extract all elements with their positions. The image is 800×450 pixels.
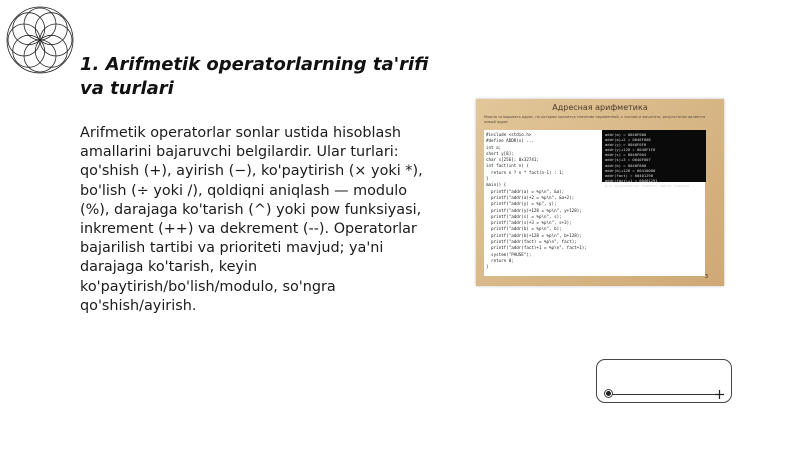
code-line: char s[256]; 0x32741; xyxy=(486,157,539,163)
console-line: addr(y) = 0040F0F0 xyxy=(605,142,647,148)
console-line: addr(y)+128 = 0040F1F0 xyxy=(605,147,656,153)
seek-knob[interactable] xyxy=(605,390,612,397)
code-line: system("PAUSE"); xyxy=(486,251,532,257)
code-line: } xyxy=(486,264,489,270)
code-line: printf("addr(b)+128 = %p\n", b+128); xyxy=(486,232,582,238)
code-line: } xyxy=(486,176,489,182)
code-line: printf("addr(y) = %p", y); xyxy=(486,201,557,207)
code-line: int fact(int n) { xyxy=(486,163,529,169)
code-line: printf("addr(b) = %p\n", b); xyxy=(486,226,562,232)
plus-icon[interactable] xyxy=(714,389,725,400)
embedded-slide-page-number: 3 xyxy=(704,274,708,280)
code-line: int a; xyxy=(486,144,502,150)
code-line: printf("addr(a) = %p\n", &a); xyxy=(486,188,565,194)
seek-track[interactable] xyxy=(608,394,720,395)
console-line: addr(a)+2 = 0040F008 xyxy=(605,137,651,143)
code-line: short y[8]; xyxy=(486,150,514,156)
console-line: addr(b)+128 = 00410000 xyxy=(605,167,656,173)
console-line: addr(s) = 0040F004 xyxy=(605,152,647,158)
circle-ornament-icon xyxy=(4,4,76,76)
console-line: addr(fact) = 00401290 xyxy=(605,172,654,178)
console-line: Для продолжения нажмите любую клавишу . . . xyxy=(605,182,704,188)
code-listing xyxy=(486,132,587,271)
embedded-slide-title: Адресная арифметика xyxy=(552,103,648,112)
code-line: #define ADDR(x) ... xyxy=(486,138,534,144)
embedded-slide-image xyxy=(476,99,724,286)
console-line: addr(s)+3 = 0040F007 xyxy=(605,157,651,163)
slide-body-text: Arifmetik operatorlar sonlar ustida hisoblash amallarini bajaruvchi belgilardir. Ular turlari: qo'shish (+), ayirish (−), ko'paytirish (× yoki *), bo'lish (÷ yoki /), qoldiqni aniqlash — modulo (%), darajaga ko'tarish (^) yoki pow funksiyasi, inkrement (++) va dekrement (--). Operatorlar bajarilish tartibi va prioriteti mavjud; ya'ni darajaga ko'tarish, keyin ko'paytirish/bo'lish/modulo, so'ngra qo'shish/ayirish. xyxy=(80,125,423,314)
code-line: printf("addr(y)+128 = %p\n", y+128); xyxy=(486,207,582,213)
code-line: printf("addr(fact)+1 = %p\n", fact+1); xyxy=(486,245,587,251)
console-output xyxy=(602,130,706,188)
console-line: addr(b) = 0040F800 xyxy=(605,162,647,168)
code-line: #include <stdio.h> xyxy=(486,132,532,137)
code-line: return n ? n * fact(n-1) : 1; xyxy=(486,169,565,175)
code-line: printf("addr(a)+2 = %p\n", &a+2); xyxy=(486,194,575,200)
console-line: addr(fact)+1 = 00401291 xyxy=(605,177,658,183)
slide-title: 1. Arifmetik operatorlarning ta'rifi va turlari xyxy=(80,54,429,99)
media-player[interactable] xyxy=(596,359,732,403)
code-line: return 0; xyxy=(486,257,514,263)
embedded-slide-subtitle: Можно складывать адрес, на котором хранится значение переменной, с числом и вычитать; результатом является новый адрес xyxy=(484,115,706,124)
code-line: printf("addr(s)+3 = %p\n", s+3); xyxy=(486,220,572,226)
code-line: printf("addr(fact) = %p\n", fact); xyxy=(486,239,577,245)
console-line: addr(a) = 0040F000 xyxy=(605,132,647,137)
code-line: printf("addr(s) = %p\n", s); xyxy=(486,213,562,219)
code-screenshot xyxy=(484,130,705,276)
code-line: main() { xyxy=(486,182,507,188)
console-listing xyxy=(605,132,703,188)
